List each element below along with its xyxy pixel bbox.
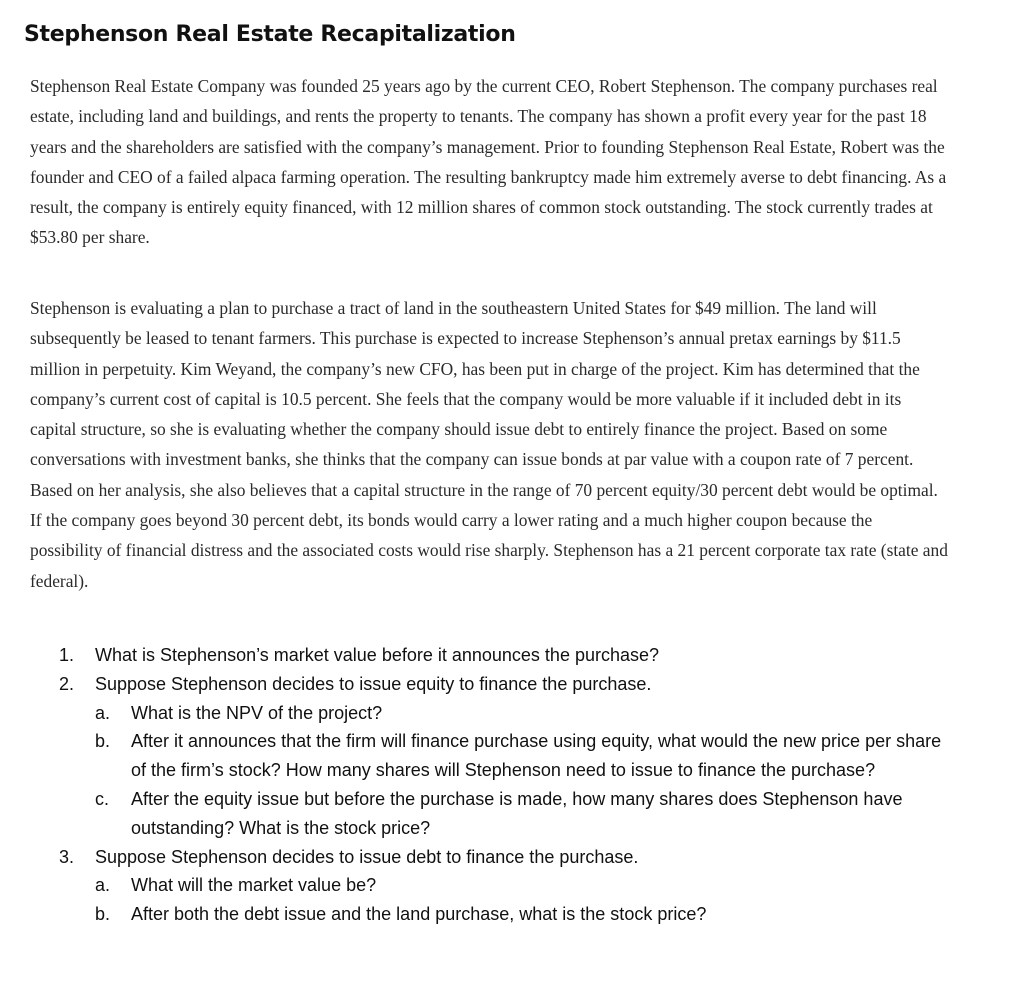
question-text: What is Stephenson’s market value before it announces the purchase? [95,645,660,665]
case-paragraph-project: Stephenson is evaluating a plan to purchase a tract of land in the southeastern United States for $49 million. The land will subsequently be leased to tenant farmers. This purchase is expected to increase Stephenson’s annual pretax earnings by $11.5 million in perpetuity. Kim Weyand, the company’s new CFO, has been put in charge of the project. Kim has determined that the company’s current cost of capital is 10.5 percent. She feels that the company would be more valuable if it included debt in its capital structure, so she is evaluating whether the company should issue debt to entirely finance the project. Based on some conversations with investment banks, she thinks that the company can issue bonds at par value with a coupon rate of 7 percent. Based on her analysis, she also believes that a capital structure in the range of 70 percent equity/30 percent debt would be optimal. If the company goes beyond 30 percent debt, its bonds would carry a lower rating and a much higher coupon because the possibility of financial distress and the associated costs would rise sharply. Stephenson has a 21 percent corporate tax rate (state and federal). [30,298,948,591]
question-2 [0,670,1000,699]
question-2a [0,699,1000,728]
sub-question-letter: c. [95,788,110,809]
sub-question-text: After both the debt issue and the land purchase, what is the stock price? [131,904,707,925]
question-text: Suppose Stephenson decides to issue equity to finance the purchase. [95,673,652,694]
question-number: 3. [59,846,75,867]
question-number: 1. [59,645,75,665]
question-2b [0,727,1000,785]
sub-question-text: After it announces that the firm will finance purchase using equity, what would the new price per share of the firm’s stock? How many shares will Stephenson need to issue to finance the purchase? [131,731,942,781]
question-1 [0,641,1000,670]
sub-question-letter: b. [95,904,111,925]
sub-question-letter: b. [95,731,111,752]
sub-question-letter: a. [95,875,111,896]
sub-question-letter: a. [95,702,111,723]
question-3a [0,871,1000,900]
document-title: Stephenson Real Estate Recapitalization [24,22,516,47]
question-number: 2. [59,673,75,694]
case-paragraph-background: Stephenson Real Estate Company was founded 25 years ago by the current CEO, Robert Stephenson. The company purchases real estate, including land and buildings, and rents the property to tenants. The company has shown a profit every year for the past 18 years and the shareholders are satisfied with the company’s management. Prior to founding Stephenson Real Estate, Robert was the founder and CEO of a failed alpaca farming operation. The resulting bankruptcy made him extremely averse to debt financing. As a result, the company is entirely equity financed, with 12 million shares of common stock outstanding. The stock currently trades at $53.80 per share. [30,76,947,248]
sub-question-text: What will the market value be? [131,875,377,896]
sub-question-text: After the equity issue but before the purchase is made, how many shares does Stephenson have outstanding? What is the stock price? [131,788,903,838]
question-3b [0,900,1000,929]
question-3 [0,843,1000,872]
question-list [0,641,1000,929]
question-2c [0,785,1000,843]
sub-question-text: What is the NPV of the project? [131,702,383,723]
question-text: Suppose Stephenson decides to issue debt to finance the purchase. [95,846,639,867]
